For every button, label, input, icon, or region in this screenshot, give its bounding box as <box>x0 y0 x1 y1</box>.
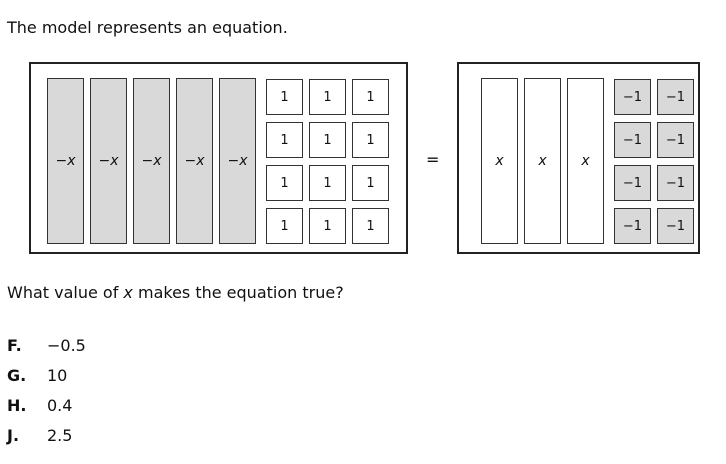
question-variable: x <box>123 283 133 302</box>
negative-x-tile: −x <box>47 78 84 244</box>
one-tile: 1 <box>352 208 389 244</box>
one-tile: 1 <box>309 208 346 244</box>
one-tile: 1 <box>309 79 346 115</box>
option-letter: H. <box>7 396 27 415</box>
right-side-model <box>457 62 700 254</box>
option-value: −0.5 <box>47 336 86 355</box>
negative-one-tile: −1 <box>657 165 694 201</box>
option-letter: F. <box>7 336 22 355</box>
option-letter: J. <box>7 426 20 445</box>
question-start: What value of <box>7 283 124 302</box>
x-tile: x <box>481 78 518 244</box>
one-tile: 1 <box>309 122 346 158</box>
x-tile: x <box>567 78 604 244</box>
one-tile: 1 <box>309 165 346 201</box>
negative-one-tile: −1 <box>614 79 651 115</box>
option-value: 10 <box>47 366 68 385</box>
one-tile: 1 <box>266 208 303 244</box>
x-tile: x <box>524 78 561 244</box>
negative-x-tile: −x <box>133 78 170 244</box>
one-tile: 1 <box>352 165 389 201</box>
negative-one-tile: −1 <box>614 122 651 158</box>
negative-x-tile: −x <box>176 78 213 244</box>
option-value: 2.5 <box>47 426 73 445</box>
negative-one-tile: −1 <box>614 208 651 244</box>
one-tile: 1 <box>266 165 303 201</box>
prompt-text: The model represents an equation. <box>7 18 288 37</box>
negative-one-tile: −1 <box>657 79 694 115</box>
question-text <box>7 283 344 302</box>
one-tile: 1 <box>266 79 303 115</box>
equals-sign: = <box>426 150 440 169</box>
negative-one-tile: −1 <box>657 208 694 244</box>
one-tile: 1 <box>352 79 389 115</box>
question-end: makes the equation true? <box>132 283 344 302</box>
negative-one-tile: −1 <box>614 165 651 201</box>
option-value: 0.4 <box>47 396 73 415</box>
negative-x-tile: −x <box>219 78 256 244</box>
one-tile: 1 <box>352 122 389 158</box>
negative-one-tile: −1 <box>657 122 694 158</box>
left-side-model <box>29 62 408 254</box>
negative-x-tile: −x <box>90 78 127 244</box>
one-tile: 1 <box>266 122 303 158</box>
option-letter: G. <box>7 366 27 385</box>
